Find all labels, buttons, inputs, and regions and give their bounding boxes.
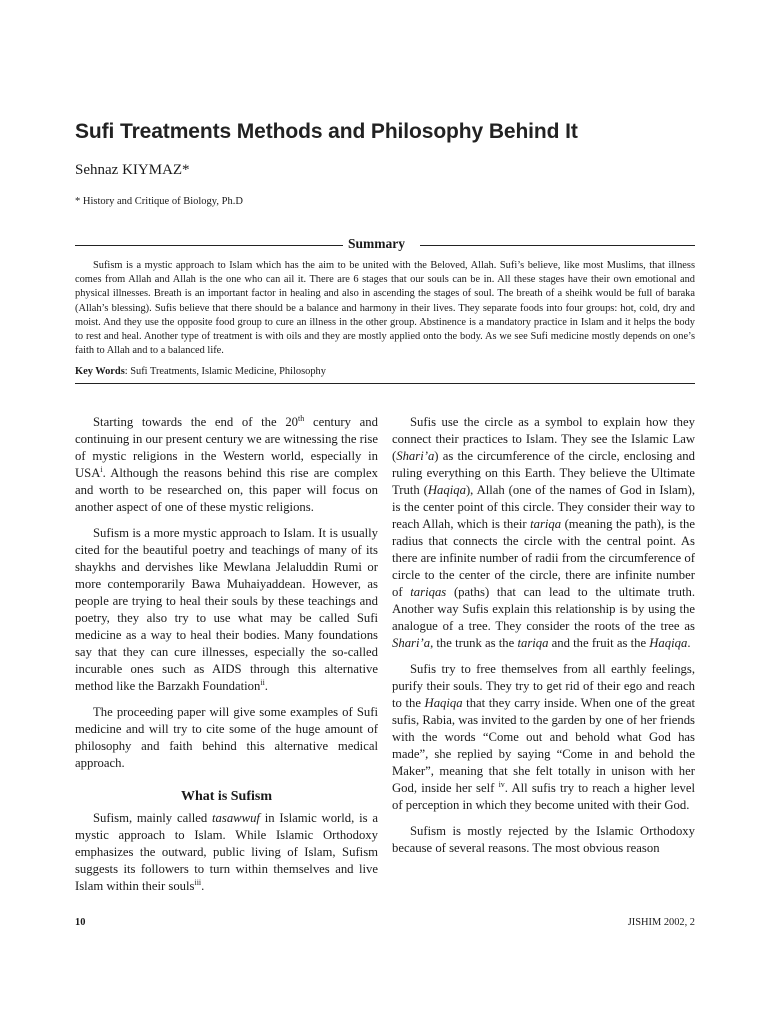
text-run: Sufism is a more mystic approach to Islam. It is usually cited for the beautiful poetry and teachings of many of its shaykhs and dervishes like Mewlana Jelaluddin Rumi or more contemporarily Bawa Muhaiyaddean. However, as people are trying to heal their souls by these teachings and poetry, they also try to use what may be called Sufi medicine as a way to heal their bodies. Many foundations say that they can cure illnesses, especially the so-called incurable ones such as AIDS through this alternative method like the Barzakh Foundation	[75, 526, 378, 693]
author-affiliation: * History and Critique of Biology, Ph.D	[75, 196, 243, 207]
superscript: th	[298, 413, 305, 423]
paragraph	[392, 414, 695, 652]
text-run: in Islamic world, is a mystic approach to Islam. While Islamic Orthodoxy emphasizes the outward, public living of Islam, Sufism suggests its followers to turn within themselves and live Islam within their souls	[75, 811, 378, 893]
left-column	[75, 414, 378, 904]
italic-term: Haqiqa	[424, 696, 463, 710]
summary-heading: Summary	[348, 236, 405, 251]
text-run: century and continuing in our present century we are witnessing the rise of mystic religions in the Western world, especially in USA	[75, 415, 378, 480]
author-name: Sehnaz KIYMAZ*	[75, 162, 190, 178]
paragraph	[392, 661, 695, 814]
keywords-divider	[75, 383, 695, 384]
italic-term: Haqiqa	[649, 636, 688, 650]
text-run: .	[687, 636, 691, 650]
footnote-ref: iv	[498, 779, 505, 789]
paragraph: Sufism is mostly rejected by the Islamic Orthodoxy because of several reasons. The most obvious reason	[392, 824, 695, 855]
italic-term: tariqa	[530, 517, 562, 531]
italic-term: tasawwuf	[212, 811, 260, 825]
keywords-text: : Sufi Treatments, Islamic Medicine, Philosophy	[124, 366, 326, 377]
keywords	[75, 366, 326, 377]
footnote-ref: iii	[194, 877, 202, 887]
right-column	[392, 414, 695, 866]
italic-term: tariqa	[517, 636, 549, 650]
italic-term: Shari’a	[396, 449, 435, 463]
text-run: ) as the circumference of the circle, enclosing and ruling everything on this Earth. They believe the Ultimate Truth (	[392, 449, 695, 497]
text-run: Starting towards the end of the 20	[93, 415, 299, 429]
text-run: . Although the reasons behind this rise are complex and worth to be researched on, this paper will focus on another aspect of one of these mystic religions.	[75, 466, 378, 514]
text-run: (paths) that can lead to the ultimate truth. Another way Sufis explain this relationship is by using the analogue of a tree. They consider the roots of the tree as	[392, 585, 695, 633]
text-run: that they carry inside. When one of the great sufis, Rabia, was invited to the garden by one of her friends with the words “Come out and behold what God has made”, she replied by saying “Come in and behold the Maker”, meaning that she felt totally in unison with her God, inside her self	[392, 696, 695, 795]
summary-text: Sufism is a mystic approach to Islam which has the aim to be united with the Beloved, Allah. Sufi’s believe, like most Muslims, that illness comes from Allah and Allah is the one who can ail it. There are 6 stages that our souls can be in. All these stages have their own emotional and physical illnesses. Breath is an important factor in healing and also in ascending the stages of soul. The breath of a sheihk would be full of baraka (Allah’s blessing). Sufis believe that there should be a balance and harmony in their lives. They separate foods into four groups: hot, cold, dry and moist. And they use the opposite food group to cure an illness in the other group. Abstinence is a mandatory practice in Islam and it helps the body to rest and heal. Another type of treatment is with oils and they are mostly applied onto the body. As we see Sufi medicine mostly depends on one’s faith to Allah and to a balanced life.	[75, 260, 695, 357]
text-run: .	[264, 679, 268, 693]
summary-header	[75, 236, 695, 254]
text-run: . All sufis try to reach a higher level of perception in which they become united with their God.	[392, 781, 695, 812]
italic-term: tariqas	[410, 585, 447, 599]
paper-title: Sufi Treatments Methods and Philosophy Behind It	[75, 120, 578, 143]
paragraph: The proceeding paper will give some examples of Sufi medicine and will try to cite some of the huge amount of philosophy and faith behind this alternative medical approach.	[75, 705, 378, 770]
text-run: Sufism, mainly called	[93, 811, 213, 825]
italic-term: Shari’a	[392, 636, 431, 650]
text-run: and the fruit as the	[548, 636, 650, 650]
italic-term: Haqiqa	[427, 483, 466, 497]
footnote-ref: i	[100, 464, 103, 474]
paragraph	[75, 525, 378, 695]
text-run: .	[201, 879, 205, 893]
text-run: , the trunk as the	[430, 636, 518, 650]
page-number: 10	[75, 917, 86, 928]
journal-citation: JISHIM 2002, 2	[627, 917, 695, 928]
summary-rule-right	[420, 245, 695, 246]
paragraph	[75, 810, 378, 895]
text-run: ), Allah (one of the names of God in Islam), is the center point of this circle. They consider their way to reach Allah, which is their	[392, 483, 696, 531]
summary-rule-left	[75, 245, 343, 246]
footnote-ref: ii	[260, 677, 265, 687]
text-run: Sufis use the circle as a symbol to explain how they connect their practices to Islam. They see the Islamic Law (	[392, 415, 695, 463]
text-run: (meaning the path), is the radius that connects the circle with the central point. As there are infinite number of radii from the circumference of circle to the center of the circle, there are infinite number of	[392, 517, 695, 599]
section-heading: What is Sufism	[180, 789, 273, 804]
keywords-label: Key Words	[75, 366, 125, 377]
paragraph	[75, 414, 378, 516]
text-run: Sufis try to free themselves from all earthly feelings, purify their souls. They try to get rid of their ego and reach to the	[392, 662, 695, 710]
